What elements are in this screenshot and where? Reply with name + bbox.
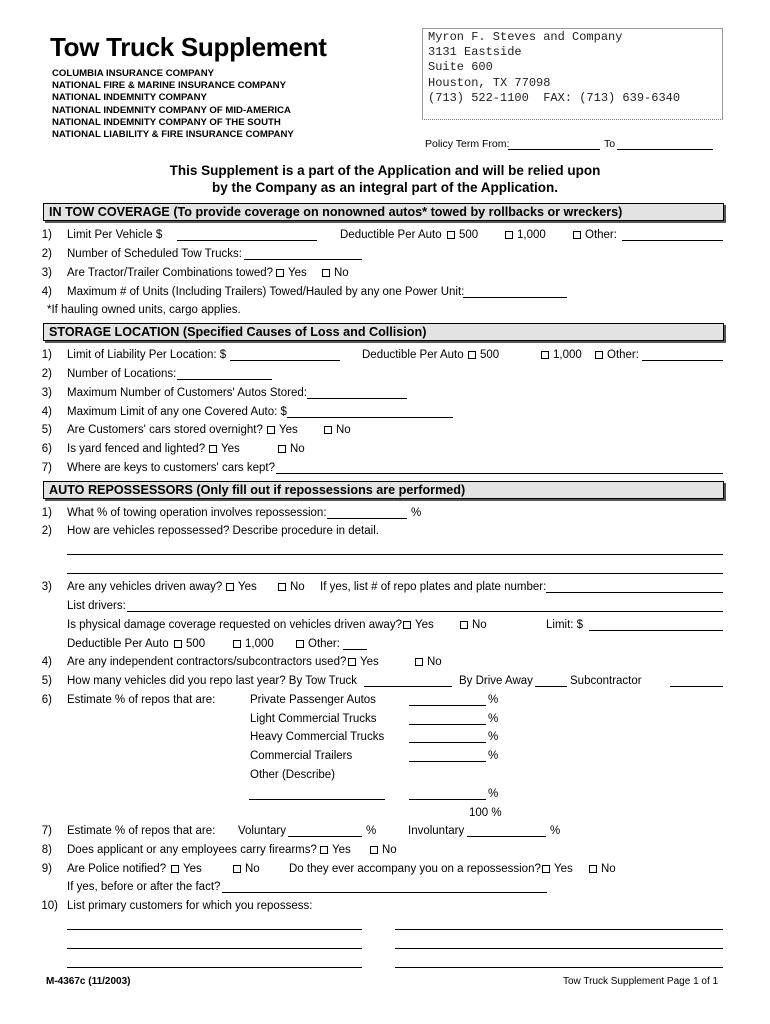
repo-type-pct-field[interactable] xyxy=(409,799,486,800)
repo-type-name: Heavy Commercial Trucks xyxy=(250,731,385,743)
checkbox[interactable] xyxy=(171,865,179,873)
keys-kept-label: Where are keys to customers' cars kept? xyxy=(67,462,275,474)
repo-ded-other-option[interactable] xyxy=(296,638,340,650)
before-after-label: If yes, before or after the fact? xyxy=(67,881,221,893)
repo-procedure-label: How are vehicles repossessed? Describe procedure in detail. xyxy=(67,525,379,537)
intro-statement xyxy=(0,162,770,196)
option-label: Other: xyxy=(607,349,639,361)
checkbox[interactable] xyxy=(460,621,468,629)
tractor-trailer-label: Are Tractor/Trailer Combinations towed? xyxy=(67,267,274,279)
question-number: 1) xyxy=(41,507,52,519)
question-number: 4) xyxy=(41,286,52,298)
pct-sign: % xyxy=(488,750,499,762)
question-number: 6) xyxy=(41,443,52,455)
storage-limit-field[interactable] xyxy=(230,360,340,361)
tractor-trailer-no[interactable] xyxy=(322,267,349,279)
storage-limit-label: Limit of Liability Per Location: $ xyxy=(67,349,227,361)
question-number: 9) xyxy=(41,863,52,875)
checkbox[interactable] xyxy=(589,865,597,873)
involuntary-pct-field[interactable] xyxy=(467,836,546,837)
checkbox[interactable] xyxy=(505,231,513,239)
company-name: NATIONAL INDEMNITY COMPANY OF THE SOUTH xyxy=(52,116,281,128)
storage-ded-other-field[interactable] xyxy=(642,360,723,361)
repo-type-name: Light Commercial Trucks xyxy=(250,713,377,725)
police-accompany-yes[interactable] xyxy=(542,863,573,875)
yard-fenced-no[interactable] xyxy=(278,443,305,455)
repo-procedure-field[interactable] xyxy=(67,554,723,555)
question-number: 1) xyxy=(41,349,52,361)
pct-sign: % xyxy=(366,825,377,837)
checkbox[interactable] xyxy=(296,640,304,648)
checkbox[interactable] xyxy=(595,351,603,359)
tow-limit-label: Limit Per Vehicle $ xyxy=(67,229,163,241)
customer-field[interactable] xyxy=(67,967,362,968)
agency-name: Myron F. Steves and Company xyxy=(428,30,623,44)
agency-address-box xyxy=(422,28,723,120)
checkbox[interactable] xyxy=(542,865,550,873)
tow-limit-field[interactable] xyxy=(177,240,317,241)
option-label: Yes xyxy=(183,863,202,875)
pct-sign: % xyxy=(488,694,499,706)
option-label: Yes xyxy=(238,581,257,593)
list-drivers-label: List drivers: xyxy=(67,600,126,612)
question-number: 3) xyxy=(41,581,52,593)
tow-ded-500-option[interactable] xyxy=(447,229,478,241)
question-number: 10) xyxy=(41,900,58,912)
checkbox[interactable] xyxy=(573,231,581,239)
tow-ded-other-option[interactable] xyxy=(573,229,617,241)
tractor-trailer-yes[interactable] xyxy=(276,267,307,279)
question-number: 4) xyxy=(41,656,52,668)
repo-type-pct-field[interactable] xyxy=(409,705,486,706)
policy-from-field[interactable] xyxy=(508,149,600,150)
repo-ded-1000-option[interactable] xyxy=(233,638,274,650)
tow-trucks-field[interactable] xyxy=(244,259,362,260)
policy-to-field[interactable] xyxy=(617,149,713,150)
checkbox[interactable] xyxy=(226,583,234,591)
repo-other-describe-field[interactable] xyxy=(249,799,385,800)
tow-trucks-label: Number of Scheduled Tow Trucks: xyxy=(67,248,242,260)
section-in-tow-coverage: IN TOW COVERAGE (To provide coverage on nonowned autos* towed by rollbacks or wreckers) xyxy=(43,203,724,221)
checkbox[interactable] xyxy=(278,583,286,591)
total-pct: 100 % xyxy=(469,807,502,819)
physical-damage-no[interactable] xyxy=(460,619,487,631)
intro-line: This Supplement is a part of the Application and will be relied upon xyxy=(169,163,601,178)
option-label: No xyxy=(472,619,487,631)
repo-type-pct-field[interactable] xyxy=(409,761,486,762)
repo-drive-away-field[interactable] xyxy=(535,686,567,687)
customer-field[interactable] xyxy=(67,929,362,930)
agency-city: Houston, TX 77098 xyxy=(428,75,551,90)
section-storage-location: STORAGE LOCATION (Specified Causes of Loss and Collision) xyxy=(43,323,724,341)
page-title: Tow Truck Supplement xyxy=(50,32,327,62)
checkbox[interactable] xyxy=(348,658,356,666)
drive-away-label: By Drive Away xyxy=(459,675,533,687)
repo-pct-label: What % of towing operation involves repossession: xyxy=(67,507,327,519)
subcontractors-label: Are any independent contractors/subcontractors used? xyxy=(67,656,347,668)
question-number: 7) xyxy=(41,825,52,837)
page-footer: Tow Truck Supplement Page 1 of 1 xyxy=(563,976,719,987)
pct-sign: % xyxy=(411,507,422,519)
customer-field[interactable] xyxy=(395,967,723,968)
checkbox[interactable] xyxy=(541,351,549,359)
involuntary-label: Involuntary xyxy=(408,825,465,837)
police-notified-no[interactable] xyxy=(233,863,260,875)
option-label: Yes xyxy=(554,863,573,875)
max-auto-limit-field[interactable] xyxy=(287,417,453,418)
intro-line: by the Company as an integral part of the Application. xyxy=(211,180,559,195)
tow-deductible-label: Deductible Per Auto xyxy=(340,229,442,241)
option-label: 500 xyxy=(459,229,479,241)
checkbox[interactable] xyxy=(468,351,476,359)
police-accompany-no[interactable] xyxy=(589,863,616,875)
repo-count-label: How many vehicles did you repo last year? By Tow Truck xyxy=(67,675,357,687)
option-label: No xyxy=(290,581,305,593)
option-label: Other: xyxy=(585,229,617,241)
physical-damage-yes[interactable] xyxy=(403,619,434,631)
checkbox[interactable] xyxy=(403,621,411,629)
repo-type-name: Other (Describe) xyxy=(250,769,335,781)
checkbox[interactable] xyxy=(233,640,241,648)
checkbox[interactable] xyxy=(370,846,378,854)
option-label: Yes xyxy=(279,424,298,436)
police-notified-label: Are Police notified? xyxy=(67,863,167,875)
subcontractors-no[interactable] xyxy=(415,656,442,668)
question-number: 2) xyxy=(41,368,52,380)
max-autos-stored-field[interactable] xyxy=(307,398,407,399)
checkbox[interactable] xyxy=(447,231,455,239)
checkbox[interactable] xyxy=(174,640,182,648)
form-number: M-4367c (11/2003) xyxy=(46,976,131,987)
question-number: 2) xyxy=(41,525,52,537)
option-label: 500 xyxy=(186,638,206,650)
question-number: 8) xyxy=(41,844,52,856)
agency-street: 3131 Eastside xyxy=(428,45,522,60)
question-number: 5) xyxy=(41,424,52,436)
agency-suite: Suite 600 xyxy=(428,60,493,75)
stored-overnight-no[interactable] xyxy=(324,424,351,436)
customer-field[interactable] xyxy=(395,948,723,949)
company-list xyxy=(52,68,294,141)
question-number: 3) xyxy=(41,387,52,399)
physical-damage-limit-label: Limit: $ xyxy=(546,619,584,631)
list-drivers-field[interactable] xyxy=(127,611,723,612)
repo-type-name: Private Passenger Autos xyxy=(250,694,376,706)
company-name: COLUMBIA INSURANCE COMPANY xyxy=(52,68,215,79)
company-name: NATIONAL FIRE & MARINE INSURANCE COMPANY xyxy=(52,80,286,92)
tow-note: *If hauling owned units, cargo applies. xyxy=(47,304,241,316)
subcontractors-yes[interactable] xyxy=(348,656,379,668)
yard-fenced-yes[interactable] xyxy=(209,443,240,455)
tow-ded-1000-option[interactable] xyxy=(505,229,546,241)
driven-away-yes[interactable] xyxy=(226,581,257,593)
repo-type-label: Estimate % of repos that are: xyxy=(67,694,216,706)
company-name: NATIONAL INDEMNITY COMPANY OF MID-AMERICA xyxy=(52,104,291,116)
checkbox[interactable] xyxy=(209,445,217,453)
checkbox[interactable] xyxy=(320,846,328,854)
checkbox[interactable] xyxy=(233,865,241,873)
firearms-label: Does applicant or any employees carry firearms? xyxy=(67,844,317,856)
voluntary-label: Voluntary xyxy=(238,825,286,837)
option-label: 1,000 xyxy=(245,638,274,650)
voluntary-pct-field[interactable] xyxy=(288,836,362,837)
repo-type-name: Commercial Trailers xyxy=(250,750,353,762)
question-number: 6) xyxy=(41,694,52,706)
pct-sign: % xyxy=(550,825,561,837)
company-name: NATIONAL INDEMNITY COMPANY xyxy=(52,92,207,104)
storage-deductible-label: Deductible Per Auto xyxy=(362,349,464,361)
option-label: 1,000 xyxy=(517,229,546,241)
pct-sign: % xyxy=(488,788,499,800)
repo-type-pct-field[interactable] xyxy=(409,742,486,743)
storage-ded-1000-option[interactable] xyxy=(541,349,582,361)
question-number: 3) xyxy=(41,267,52,279)
repo-tow-truck-field[interactable] xyxy=(364,686,452,687)
option-label: Yes xyxy=(360,656,379,668)
option-label: No xyxy=(601,863,616,875)
option-label: Yes xyxy=(332,844,351,856)
option-label: No xyxy=(382,844,397,856)
repo-ded-500-option[interactable] xyxy=(174,638,205,650)
driven-away-label: Are any vehicles driven away? xyxy=(67,581,223,593)
checkbox[interactable] xyxy=(267,426,275,434)
repo-plates-field[interactable] xyxy=(546,592,723,593)
option-label: Yes xyxy=(221,443,240,455)
option-label: No xyxy=(245,863,260,875)
agency-phone-fax: (713) 522-1100 FAX: (713) 639-6340 xyxy=(428,90,681,105)
section-auto-repossessors: AUTO REPOSSESSORS (Only fill out if repossessions are performed) xyxy=(43,481,724,499)
repo-subcontractor-field[interactable] xyxy=(670,686,723,687)
question-number: 7) xyxy=(41,462,52,474)
repo-deductible-label: Deductible Per Auto xyxy=(67,638,169,650)
repo-ded-other-field[interactable] xyxy=(343,649,367,650)
yard-fenced-label: Is yard fenced and lighted? xyxy=(67,443,206,455)
checkbox[interactable] xyxy=(278,445,286,453)
keys-kept-field[interactable] xyxy=(276,473,723,474)
repo-plates-label: If yes, list # of repo plates and plate number: xyxy=(320,581,547,593)
checkbox[interactable] xyxy=(322,269,330,277)
tow-ded-other-field[interactable] xyxy=(622,240,723,241)
option-label: 500 xyxy=(480,349,500,361)
checkbox[interactable] xyxy=(276,269,284,277)
option-label: Yes xyxy=(288,267,307,279)
storage-ded-other-option[interactable] xyxy=(595,349,639,361)
option-label: No xyxy=(427,656,442,668)
before-after-field[interactable] xyxy=(222,892,547,893)
max-units-field[interactable] xyxy=(463,297,567,298)
option-label: 1,000 xyxy=(553,349,582,361)
question-number: 4) xyxy=(41,406,52,418)
driven-away-no[interactable] xyxy=(278,581,305,593)
question-number: 5) xyxy=(41,675,52,687)
storage-ded-500-option[interactable] xyxy=(468,349,499,361)
police-accompany-label: Do they ever accompany you on a repossession? xyxy=(289,863,541,875)
police-notified-yes[interactable] xyxy=(171,863,202,875)
locations-field[interactable] xyxy=(177,379,272,380)
primary-customers-label: List primary customers for which you repossess: xyxy=(67,900,313,912)
vol-invol-label: Estimate % of repos that are: xyxy=(67,825,216,837)
option-label: No xyxy=(334,267,349,279)
policy-from-label: Policy Term From: xyxy=(425,138,510,150)
repo-pct-field[interactable] xyxy=(327,518,407,519)
locations-label: Number of Locations: xyxy=(67,368,177,380)
stored-overnight-yes[interactable] xyxy=(267,424,298,436)
pct-sign: % xyxy=(488,731,499,743)
physical-damage-label: Is physical damage coverage requested on vehicles driven away? xyxy=(67,619,402,631)
stored-overnight-label: Are Customers' cars stored overnight? xyxy=(67,424,263,436)
company-name: NATIONAL LIABILITY & FIRE INSURANCE COMPANY xyxy=(52,129,294,141)
customer-field[interactable] xyxy=(67,948,362,949)
question-number: 2) xyxy=(41,248,52,260)
option-label: Other: xyxy=(308,638,340,650)
repo-procedure-field[interactable] xyxy=(67,573,723,574)
option-label: No xyxy=(336,424,351,436)
max-units-label: Maximum # of Units (Including Trailers) Towed/Hauled by any one Power Unit: xyxy=(67,286,465,298)
option-label: Yes xyxy=(415,619,434,631)
customer-field[interactable] xyxy=(395,929,723,930)
pct-sign: % xyxy=(488,713,499,725)
policy-to-label: To xyxy=(604,138,616,150)
option-label: No xyxy=(290,443,305,455)
physical-damage-limit-field[interactable] xyxy=(589,630,723,631)
repo-type-pct-field[interactable] xyxy=(409,724,486,725)
firearms-no[interactable] xyxy=(370,844,397,856)
firearms-yes[interactable] xyxy=(320,844,351,856)
checkbox[interactable] xyxy=(324,426,332,434)
checkbox[interactable] xyxy=(415,658,423,666)
max-auto-limit-label: Maximum Limit of any one Covered Auto: $ xyxy=(67,406,287,418)
max-autos-stored-label: Maximum Number of Customers' Autos Stored: xyxy=(67,387,307,399)
subcontractor-label: Subcontractor xyxy=(570,675,642,687)
question-number: 1) xyxy=(41,229,52,241)
